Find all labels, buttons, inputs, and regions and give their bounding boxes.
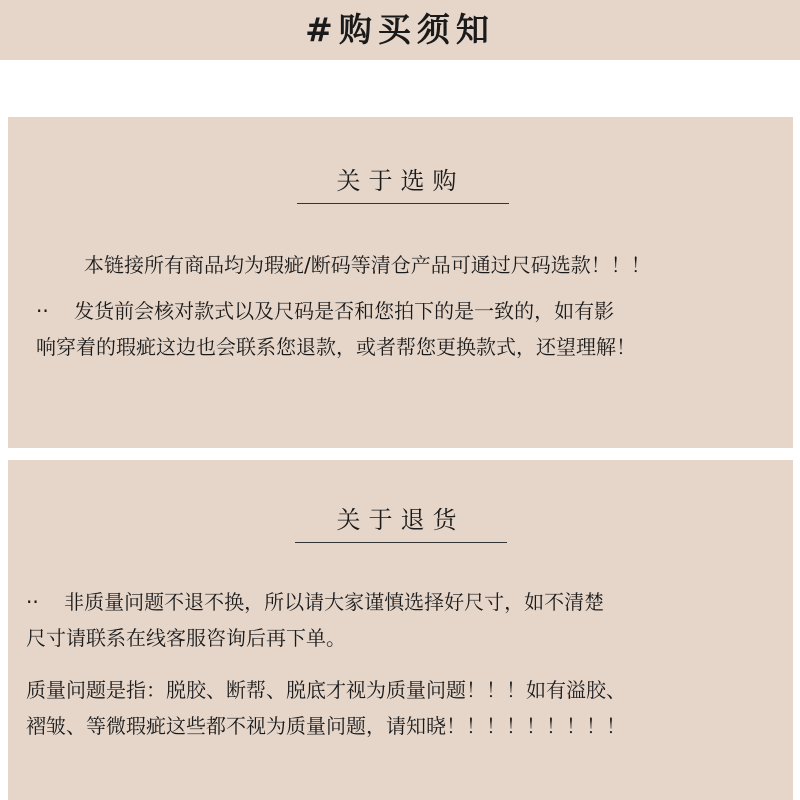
purchase-info-panel — [8, 117, 793, 448]
returns-policy-text-line2: 尺寸请联系在线客服咨询后再下单。 — [26, 626, 346, 650]
quality-issue-text-line2: 褶皱、等微瑕疵这些都不视为质量问题，请知晓！！！！！！！！！ — [26, 714, 626, 738]
purchase-shipping-text-line1: ·· 发货前会核对款式以及尺码是否和您拍下的是一致的，如有影 — [36, 299, 615, 323]
purchase-notice-text: 本链接所有商品均为瑕疵/断码等清仓产品可通过尺码选款！！！ — [84, 253, 651, 277]
quality-issue-text-line1: 质量问题是指：脱胶、断帮、脱底才视为质量问题！！！如有溢胶、 — [26, 678, 626, 702]
purchase-title-underline — [297, 203, 509, 204]
purchase-shipping-text-line2: 响穿着的瑕疵这边也会联系您退款，或者帮您更换款式，还望理解！ — [36, 335, 636, 359]
returns-title-underline — [295, 542, 507, 543]
purchase-section-title: 关于选购 — [336, 167, 465, 195]
returns-policy-text-line1: ·· 非质量问题不退不换，所以请大家谨慎选择好尺寸，如不清楚 — [26, 590, 605, 614]
returns-section-title: 关于退货 — [336, 506, 465, 534]
page-title: #购买须知 — [305, 10, 495, 49]
header-banner — [0, 0, 800, 60]
returns-info-panel — [8, 460, 793, 800]
